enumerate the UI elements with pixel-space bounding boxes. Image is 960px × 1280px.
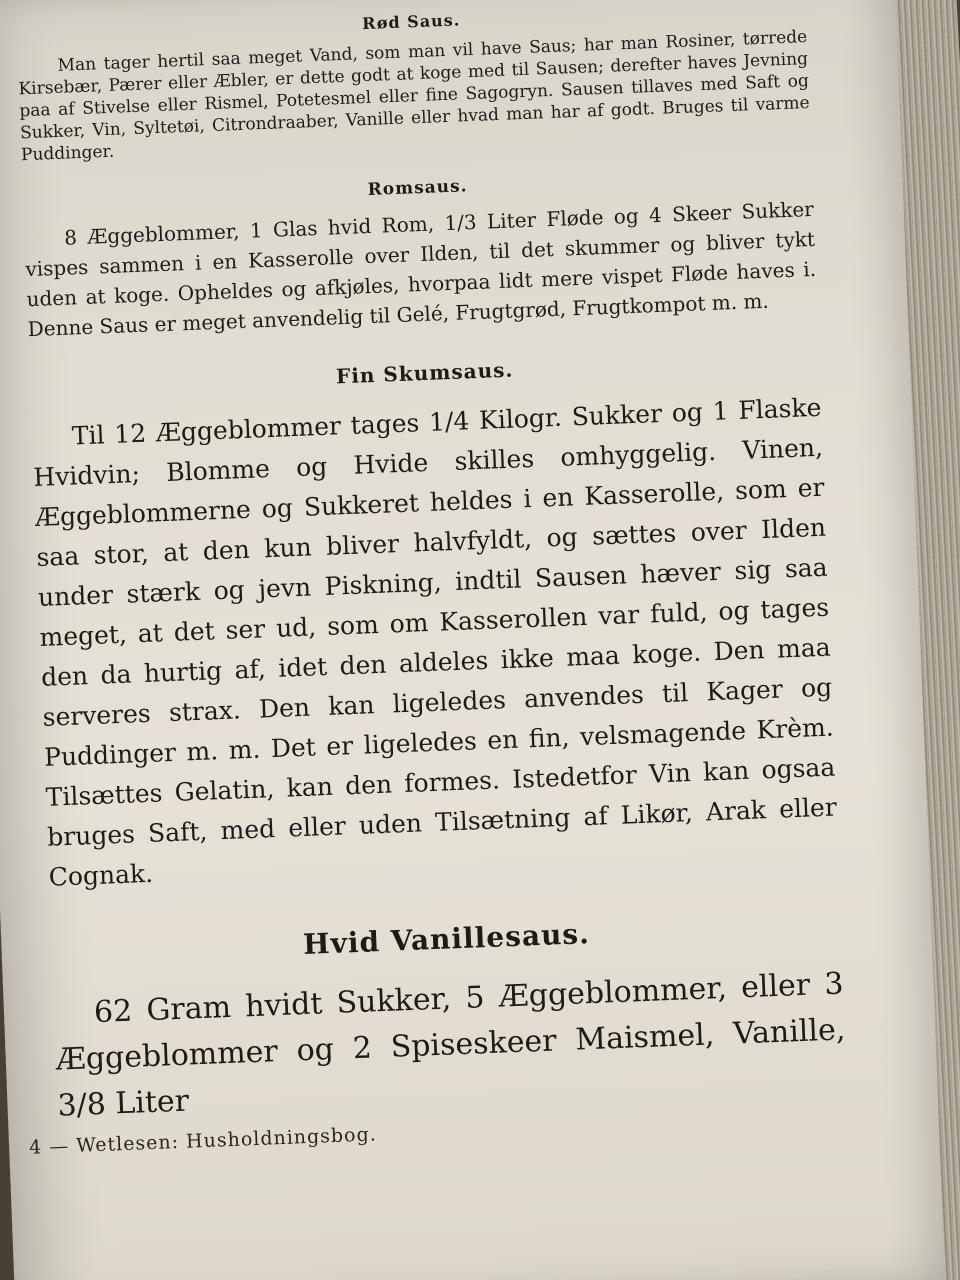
section-rod-saus: [16, 0, 811, 166]
section-hvid-vanillesaus: [51, 901, 848, 1129]
section-title: Rød Saus.: [361, 10, 461, 34]
page-footer: 4 — Wetlesen: Husholdningsbog.: [28, 1123, 378, 1159]
section-romsaus: [22, 158, 817, 344]
section-text: Til 12 Æggeblommer tages 1/4 Kilogr. Sukker og 1 Flaske Hvidvin; Blomme og Hvide skilles omhyggelig. Vinen, Æggeblommerne og Sukkeret heldes i en Kasserolle, som er saa stor, at den kun bliver halvfyldt, og sættes over Ilden under stærk og jevn Piskning, indtil Sausen hæver sig saa meget, at det ser ud, som om Kasserollen var fuld, og tages den da hurtig af, idet den aldeles ikke maa koge. Den maa serveres strax. Den kan ligeledes anvendes til Kager og Puddinger m. m. Det er ligeledes en fin, velsmagende Krèm. Tilsættes Gelatin, kan den formes. Istedetfor Vin kan ogsaa bruges Saft, med eller uden Tilsætning af Likør, Arak eller Cognak.: [32, 392, 838, 892]
section-text: 8 Æggeblommer, 1 Glas hvid Rom, 1/3 Liter Fløde og 4 Skeer Sukker vispes sammen i en Kasserolle over Ilden, til det skummer og bliver tykt uden at koge. Opheldes og afkjøles, hvorpaa lidt mere vispet Fløde haves i. Denne Saus er meget anvendelig til Gelé, Frugtgrød, Frugtkompot m. m.: [24, 196, 817, 342]
section-title: Romsaus.: [367, 176, 468, 201]
section-title: Hvid Vanillesaus.: [302, 917, 591, 962]
section-fin-skumsaus: [29, 338, 839, 898]
section-title: Fin Skumsaus.: [335, 357, 514, 389]
page-content: [16, 0, 848, 1130]
section-text: Man tager hertil saa meget Vand, som man vil have Saus; har man Rosiner, tørrede Kirsebær, Pærer eller Æbler, er dette godt at koge med til Sausen; derefter haves Jevning paa af Stivelse eller Rismel, Potetesmel eller fine Sagogryn. Sausen tillaves med Saft og Sukker, Vin, Syltetøi, Citrondraaber, Vanille eller hvad man har af godt. Bruges til varme Puddinger.: [18, 27, 811, 166]
section-text: 62 Gram hvidt Sukker, 5 Æggeblommer, eller 3 Æggeblommer og 2 Spiseskeer Maismel, Vanille, 3/8 Liter: [55, 966, 846, 1124]
